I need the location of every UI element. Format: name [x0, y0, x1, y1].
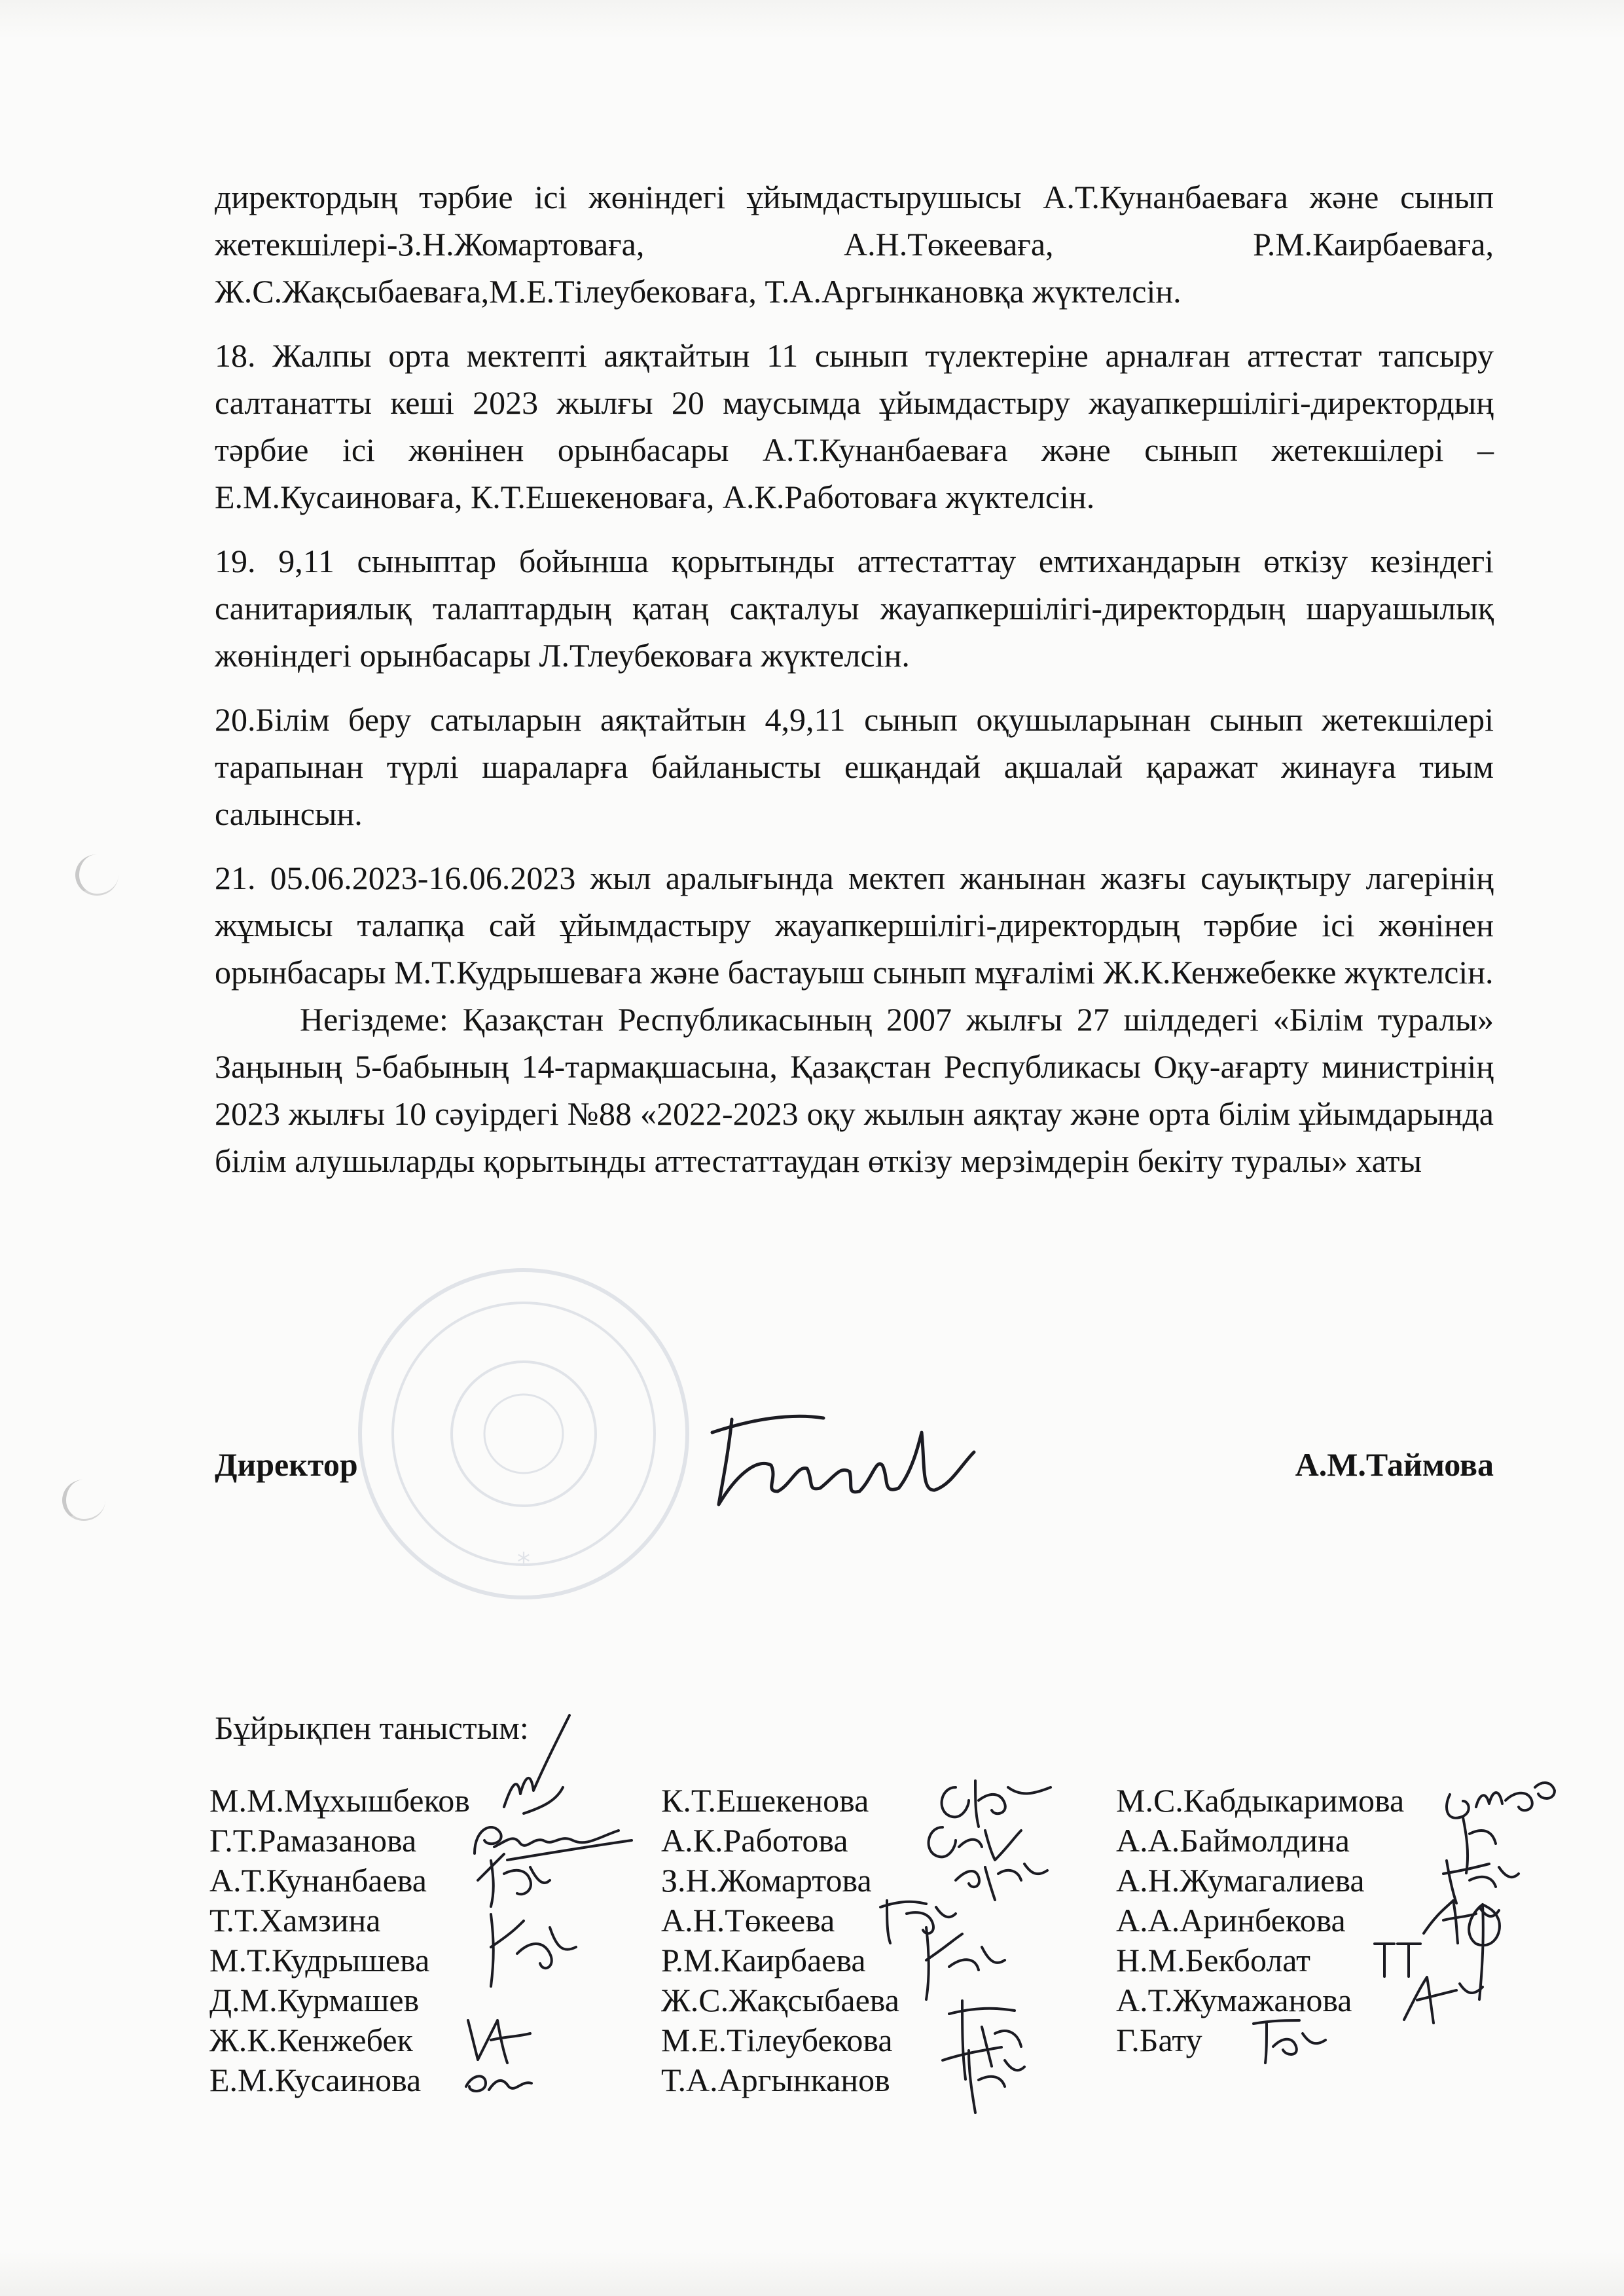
signee-name: К.Т.Ешекенова [661, 1782, 869, 1819]
director-label: Директор [215, 1446, 358, 1483]
signee-entry [209, 1861, 470, 1901]
signee-name: Р.М.Каирбаева [661, 1942, 866, 1978]
signee-entry [209, 2060, 470, 2100]
punch-hole-bottom [62, 1480, 105, 1521]
signee-name: Ж.К.Кенжебек [209, 2022, 413, 2058]
signee-entry [1116, 1941, 1404, 1980]
signee-entry [661, 1980, 899, 2020]
seal-stamp [353, 1264, 694, 1604]
signee-name: А.Т.Жумажанова [1116, 1982, 1352, 2018]
paragraph-18: 18. Жалпы орта мектепті аяқтайтын 11 сынып түлектеріне арналған аттестат тапсыру салтанатты кеші 2023 жылғы 20 маусымда ұйымдастыру жауапкершілігі-директордың тәрбие ісі жөнінен орынбасары А.Т.Кунанбаеваға және сынып жетекшілері –Е.М.Кусаиноваға, К.Т.Ешекеноваға, А.К.Работоваға жүктелсін. [215, 337, 1494, 515]
order-body [215, 173, 1494, 1184]
signee-name: Т.Т.Хамзина [209, 1902, 381, 1939]
acknowledgement-column-2 [661, 1781, 899, 2100]
signee-name: Н.М.Бекболат [1116, 1942, 1310, 1978]
signee-name: А.К.Работова [661, 1822, 848, 1859]
signee-entry [1116, 2020, 1404, 2060]
signee-entry [1116, 1901, 1404, 1941]
signee-name: А.Н.Жумагалиева [1116, 1862, 1365, 1899]
signee-name: М.Т.Кудрышева [209, 1942, 430, 1978]
signee-name: А.Т.Кунанбаева [209, 1862, 427, 1899]
svg-text:*: * [517, 1548, 530, 1578]
signee-entry [1116, 1781, 1404, 1821]
signee-entry [661, 1781, 899, 1821]
signee-name: А.А.Баймолдина [1116, 1822, 1350, 1859]
handwritten-signature [1398, 1961, 1489, 2033]
paragraph-19: 19. 9,11 сыныптар бойынша қорытынды аттестаттау емтихандарын өткізу кезіндегі санитариялық талаптардың қатаң сақталуы жауапкершілігі-директордың шаруашылық жөніндегі орынбасары Л.Тлеубековаға жүктелсін. [215, 543, 1494, 674]
signee-entry [209, 1901, 470, 1941]
signee-name: А.А.Аринбекова [1116, 1902, 1346, 1939]
signee-entry [209, 1821, 470, 1861]
signee-entry [661, 1941, 899, 1980]
signee-name: Ж.С.Жақсыбаева [661, 1982, 899, 2018]
handwritten-signature [478, 1901, 583, 1993]
signee-name: Г.Бату [1116, 2022, 1202, 2058]
director-signature [693, 1393, 994, 1518]
signee-name: Д.М.Курмашев [209, 1982, 420, 2018]
signee-entry [209, 1781, 470, 1821]
paragraph-continuation: директордың тәрбие ісі жөніндегі ұйымдастырушысы А.Т.Кунанбаеваға және сынып жетекшілері-З.Н.Жомартоваға, А.Н.Төкееваға, Р.М.Каирбаеваға, Ж.С.Жақсыбаеваға,М.Е.Тілеубековаға, Т.А.Аргынкановқа жүктелсін. [215, 179, 1494, 310]
handwritten-signature [936, 2021, 1028, 2119]
paragraph-21: 21. 05.06.2023-16.06.2023 жыл аралығында мектеп жанынан жазғы сауықтыру лагерінің жұмысы талапқа сай ұйымдастыру жауапкершілігі-директордың тәрбие ісі жөнінен орынбасары М.Т.Кудрышеваға және бастауыш сынып мұғалімі Ж.К.Кенжебекке жүктелсін. [215, 860, 1494, 991]
signee-entry [1116, 1861, 1404, 1901]
signee-entry [661, 1901, 899, 1941]
handwritten-signature [1247, 2001, 1332, 2073]
acknowledgement-title: Бұйрықпен таныстым: [215, 1709, 529, 1746]
signee-name: М.М.Мұхышбеков [209, 1782, 470, 1819]
handwritten-signature [460, 2041, 538, 2113]
handwritten-signature [949, 1841, 1054, 1913]
acknowledgement-column-1 [209, 1781, 470, 2100]
signee-entry [1116, 1821, 1404, 1861]
signee-name: М.Е.Тілеубекова [661, 2022, 893, 2058]
signee-name: М.С.Кабдыкаримова [1116, 1782, 1405, 1819]
signee-entry [661, 1861, 899, 1901]
signee-entry [661, 2020, 899, 2060]
director-name: А.М.Таймова [1295, 1446, 1494, 1483]
signee-name: Г.Т.Рамазанова [209, 1822, 417, 1859]
signee-name: З.Н.Жомартова [661, 1862, 872, 1899]
punch-hole-top [75, 854, 118, 896]
signee-entry [661, 1821, 899, 1861]
basis-paragraph: Негіздеме: Қазақстан Республикасының 2007 жылғы 27 шілдедегі «Білім туралы» Заңының 5-бабының 14-тармақшасына, Қазақстан Республикасы Оқу-ағарту министрінің 2023 жылғы 10 сәуірдегі №88 «2022-2023 оқу жылын аяқтау және орта білім ұйымдарында білім алушыларды қорытынды аттестаттаудан өткізу мерзімдерін бекіту туралы» хаты [215, 1001, 1494, 1179]
acknowledgement-column-3 [1116, 1781, 1404, 2060]
signee-entry [209, 1980, 470, 2020]
signee-name: А.Н.Төкеева [661, 1902, 835, 1939]
signee-entry [209, 2020, 470, 2060]
signee-entry [661, 2060, 899, 2100]
signee-name: Е.М.Кусаинова [209, 2062, 422, 2098]
director-signature-row [215, 1439, 1494, 1498]
signee-entry [209, 1941, 470, 1980]
signee-name: Т.А.Аргынканов [661, 2062, 890, 2098]
paragraph-20: 20.Білім беру сатыларын аяқтайтын 4,9,11 сынып оқушыларынан сынып жетекшілері тарапынан түрлі шараларға байланысты ешқандай ақшалай қаражат жинауға тиым салынсын. [215, 701, 1494, 832]
